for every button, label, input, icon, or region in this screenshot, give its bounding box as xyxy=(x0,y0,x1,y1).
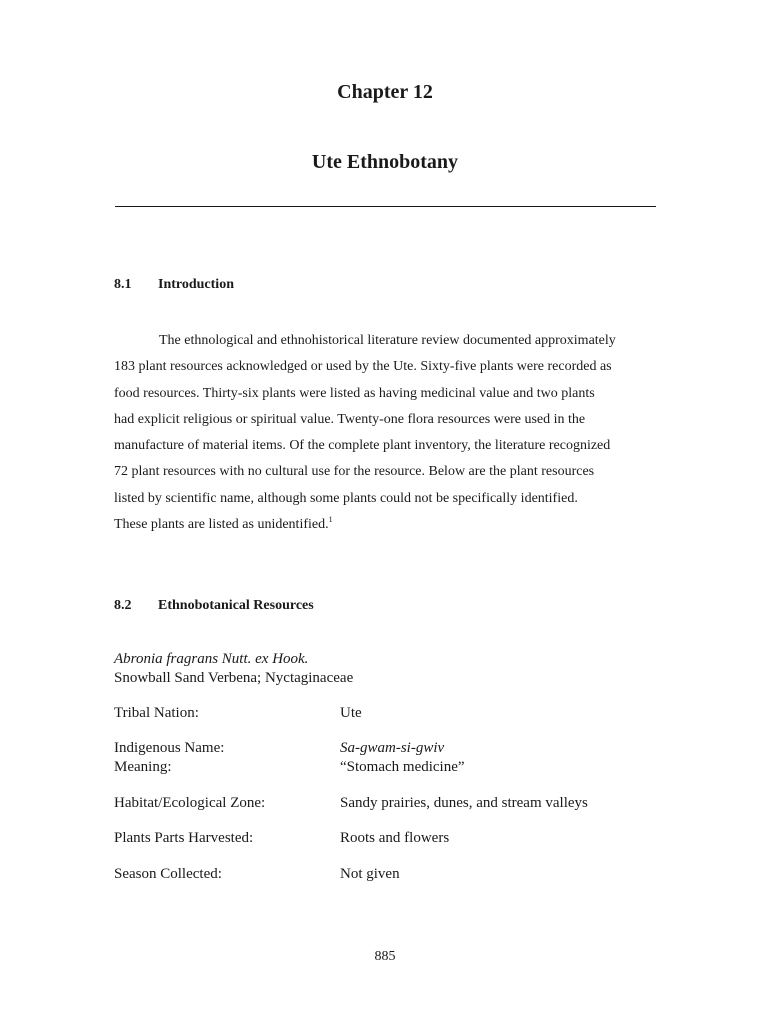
paragraph-line-last xyxy=(114,512,659,538)
section-number: 8.2 xyxy=(114,598,132,613)
footnote-reference[interactable]: 1 xyxy=(328,515,333,525)
paragraph-line: manufacture of material items. Of the complete plant inventory, the literature recognized xyxy=(114,438,611,454)
paragraph-line: The ethnological and ethnohistorical literature review documented approximately xyxy=(159,333,616,348)
field-label: Indigenous Name: xyxy=(114,740,225,756)
field-value: “Stomach medicine” xyxy=(340,759,465,775)
introduction-paragraph xyxy=(114,328,659,538)
section-heading-introduction xyxy=(114,276,234,294)
section-heading-ethnobotanical-resources xyxy=(114,597,314,615)
field-value: Sandy prairies, dunes, and stream valleys xyxy=(340,795,588,811)
paragraph-line: 183 plant resources acknowledged or used by the Ute. Sixty-five plants were recorded as xyxy=(114,359,612,375)
field-value: Roots and flowers xyxy=(340,830,450,846)
paragraph-text: These plants are listed as unidentified. xyxy=(114,517,329,533)
paragraph-line: 72 plant resources with no cultural use for the resource. Below are the plant resources xyxy=(114,464,595,480)
paragraph-line: food resources. Thirty-six plants were listed as having medicinal value and two plants xyxy=(114,385,595,401)
paragraph-line: had explicit religious or spiritual value. Twenty-one flora resources were used in the xyxy=(114,411,586,427)
field-label: Tribal Nation: xyxy=(114,705,199,721)
field-value: Ute xyxy=(340,705,362,721)
page-number: 885 xyxy=(374,949,396,964)
plant-scientific-name: Abronia fragrans Nutt. ex Hook. xyxy=(114,651,309,667)
chapter-subtitle: Ute Ethnobotany xyxy=(311,151,459,173)
field-label: Meaning: xyxy=(114,759,172,775)
field-label: Habitat/Ecological Zone: xyxy=(114,795,266,811)
section-title: Ethnobotanical Resources xyxy=(158,598,314,613)
paragraph-line: listed by scientific name, although some plants could not be specifically identified. xyxy=(114,490,578,506)
field-label: Plants Parts Harvested: xyxy=(114,830,254,846)
chapter-title: Chapter 12 xyxy=(337,81,433,103)
section-number: 8.1 xyxy=(114,277,132,292)
field-value: Sa-gwam-si-gwiv xyxy=(340,740,445,756)
title-divider xyxy=(115,206,656,207)
plant-common-name: Snowball Sand Verbena; Nyctaginaceae xyxy=(114,670,354,686)
field-value: Not given xyxy=(340,866,400,882)
section-title: Introduction xyxy=(158,277,234,292)
field-label: Season Collected: xyxy=(114,866,222,882)
